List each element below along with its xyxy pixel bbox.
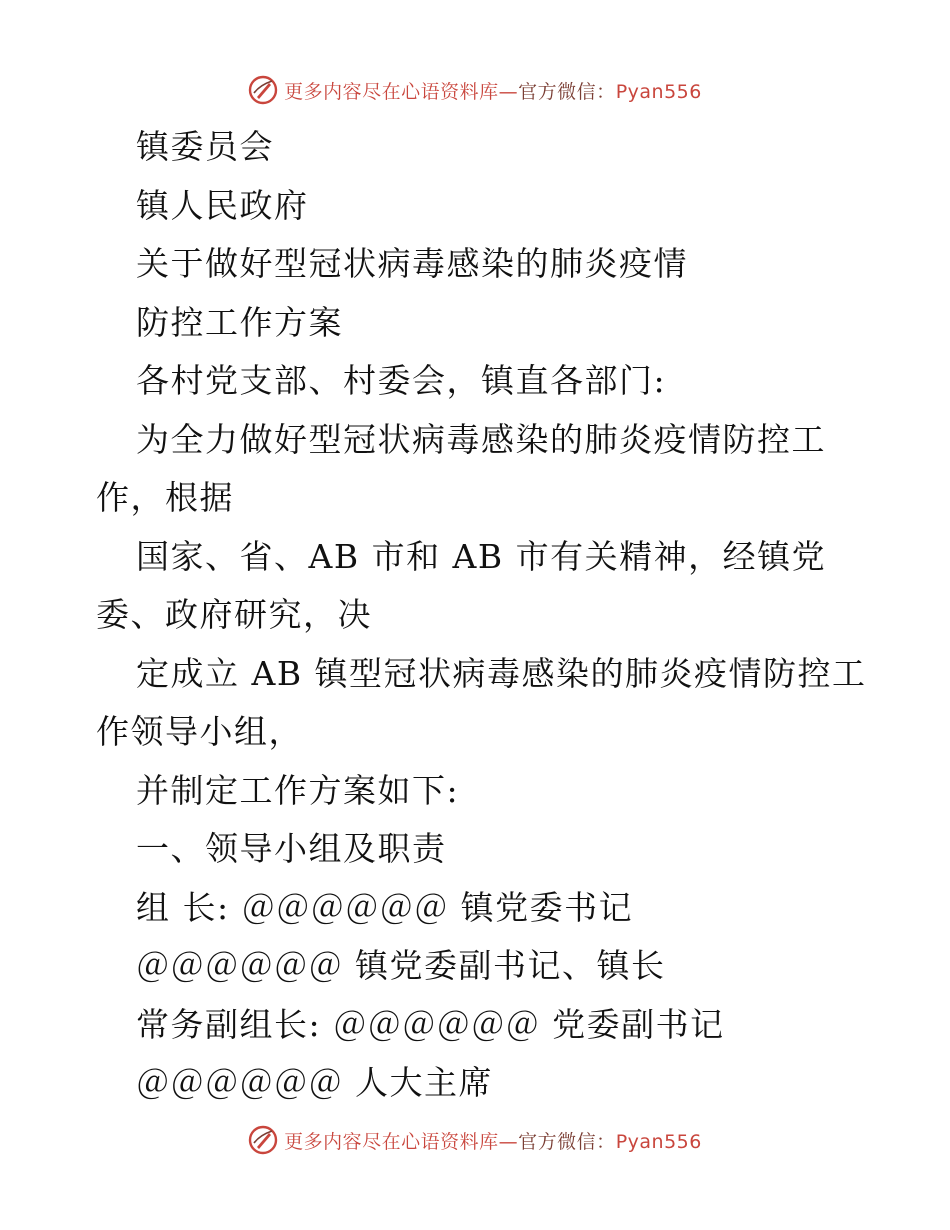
promo-text: 更多内容尽在心语资料库 <box>284 1130 499 1153</box>
text-line: 组 长: ＠＠＠＠＠＠ 镇党委书记 <box>136 887 634 927</box>
text-line: 并制定工作方案如下: <box>136 770 460 810</box>
wechat-id: Pyan556 <box>615 80 702 103</box>
separator: — <box>498 1130 519 1153</box>
quill-pen-circle-icon <box>248 1125 278 1155</box>
text-line: 镇人民政府 <box>136 185 309 225</box>
official-wechat-label: 官方微信： <box>518 1130 616 1153</box>
separator: — <box>498 80 519 103</box>
text-line: 委、政府研究，决 <box>96 595 372 634</box>
text-line: ＠＠＠＠＠＠ 镇党委副书记、镇长 <box>136 946 666 985</box>
official-wechat-label: 官方微信： <box>518 80 616 103</box>
text-line: 各村党支部、村委会，镇直各部门: <box>136 361 667 400</box>
text-line: 关于做好型冠状病毒感染的肺炎疫情 <box>136 244 688 283</box>
text-line: 作领导小组， <box>96 712 303 751</box>
footer-banner <box>0 1120 950 1160</box>
text-line: 定成立 AB 镇型冠状病毒感染的肺炎疫情防控工 <box>136 653 867 693</box>
document-body <box>96 118 867 1113</box>
text-line: 作，根据 <box>96 478 234 517</box>
text-line: 一、领导小组及职责 <box>136 829 447 868</box>
quill-pen-circle-icon <box>248 75 278 105</box>
text-line: 国家、省、AB 市和 AB 市有关精神，经镇党 <box>136 536 827 576</box>
banner-text <box>284 1127 702 1154</box>
text-line: 为全力做好型冠状病毒感染的肺炎疫情防控工 <box>136 419 826 459</box>
text-line: 镇委员会 <box>136 127 274 166</box>
text-line: 防控工作方案 <box>136 302 343 342</box>
text-line: 常务副组长: ＠＠＠＠＠＠ 党委副书记 <box>136 1004 725 1044</box>
text-line: ＠＠＠＠＠＠ 人大主席 <box>136 1063 493 1102</box>
banner-text <box>284 77 702 104</box>
promo-text: 更多内容尽在心语资料库 <box>284 80 499 103</box>
wechat-id: Pyan556 <box>615 1130 702 1153</box>
header-banner <box>0 70 950 110</box>
